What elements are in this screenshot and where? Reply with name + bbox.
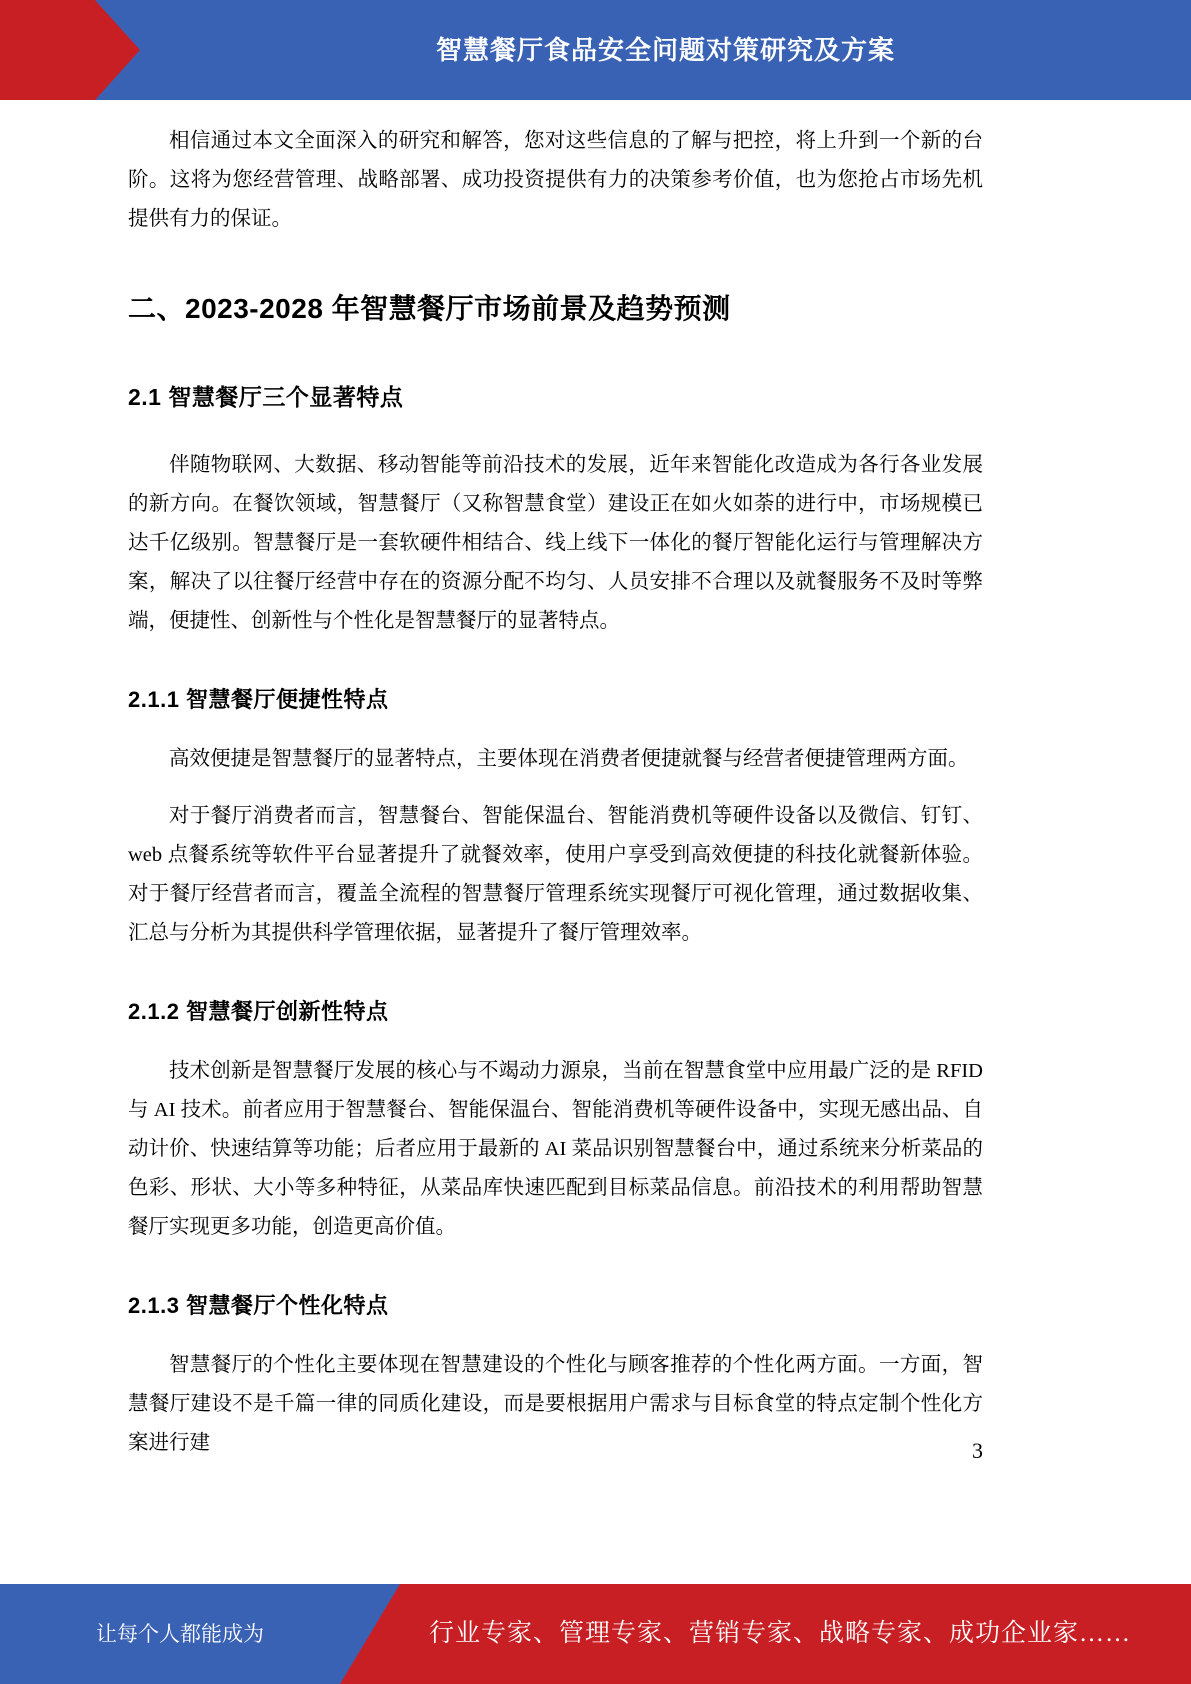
header-title: 智慧餐厅食品安全问题对策研究及方案 (435, 35, 895, 65)
page-header (0, 0, 1191, 100)
section-heading-2-1-3: 2.1.3 智慧餐厅个性化特点 (128, 1293, 389, 1318)
paragraph-2-1-1-a: 高效便捷是智慧餐厅的显著特点，主要体现在消费者便捷就餐与经营者便捷管理两方面。 (169, 748, 969, 770)
page-body (128, 100, 983, 1463)
page-footer (0, 1584, 1191, 1684)
page-number: 3 (972, 1438, 983, 1463)
header-red-arrow-decoration (0, 0, 140, 100)
paragraph-2-1-1-b: 对于餐厅消费者而言，智慧餐台、智能保温台、智能消费机等硬件设备以及微信、钉钉、web 点餐系统等软件平台显著提升了就餐效率，使用户享受到高效便捷的科技化就餐新体验。对于餐厅经营者而言，覆盖全流程的智慧餐厅管理系统实现餐厅可视化管理，通过数据收集、汇总与分析为其提供科学管理依据，显著提升了餐厅管理效率。 (128, 805, 983, 944)
footer-left-text: 让每个人都能成为 (96, 1622, 264, 1646)
document-content (0, 100, 1191, 1484)
paragraph-2-1-2: 技术创新是智慧餐厅发展的核心与不竭动力源泉，当前在智慧食堂中应用最广泛的是 RFID 与 AI 技术。前者应用于智慧餐台、智能保温台、智能消费机等硬件设备中，实现无感出品、自动计价、快速结算等功能；后者应用于最新的 AI 菜品识别智慧餐台中，通过系统来分析菜品的色彩、形状、大小等多种特征，从菜品库快速匹配到目标菜品信息。前沿技术的利用帮助智慧餐厅实现更多功能，创造更高价值。 (128, 1060, 983, 1238)
section-heading-2-1-2: 2.1.2 智慧餐厅创新性特点 (128, 999, 389, 1024)
intro-paragraph: 相信通过本文全面深入的研究和解答，您对这些信息的了解与把控，将上升到一个新的台阶。这将为您经营管理、战略部署、成功投资提供有力的决策参考价值，也为您抢占市场先机提供有力的保证。 (128, 130, 983, 230)
footer-right-text: 行业专家、管理专家、营销专家、战略专家、成功企业家…… (428, 1620, 1131, 1647)
chapter-heading: 二、2023-2028 年智慧餐厅市场前景及趋势预测 (128, 293, 731, 324)
page-number-container (128, 1440, 983, 1470)
paragraph-2-1: 伴随物联网、大数据、移动智能等前沿技术的发展，近年来智能化改造成为各行各业发展的新方向。在餐饮领域，智慧餐厅（又称智慧食堂）建设正在如火如荼的进行中，市场规模已达千亿级别。智慧餐厅是一套软硬件相结合、线上线下一体化的餐厅智能化运行与管理解决方案，解决了以往餐厅经营中存在的资源分配不均匀、人员安排不合理以及就餐服务不及时等弊端，便捷性、创新性与个性化是智慧餐厅的显著特点。 (128, 454, 983, 632)
section-heading-2-1-1: 2.1.1 智慧餐厅便捷性特点 (128, 687, 389, 712)
paragraph-2-1-3: 智慧餐厅的个性化主要体现在智慧建设的个性化与顾客推荐的个性化两方面。一方面，智慧餐厅建设不是千篇一律的同质化建设，而是要根据用户需求与目标食堂的特点定制个性化方案进行建 (128, 1354, 983, 1454)
section-heading-2-1: 2.1 智慧餐厅三个显著特点 (128, 384, 404, 410)
